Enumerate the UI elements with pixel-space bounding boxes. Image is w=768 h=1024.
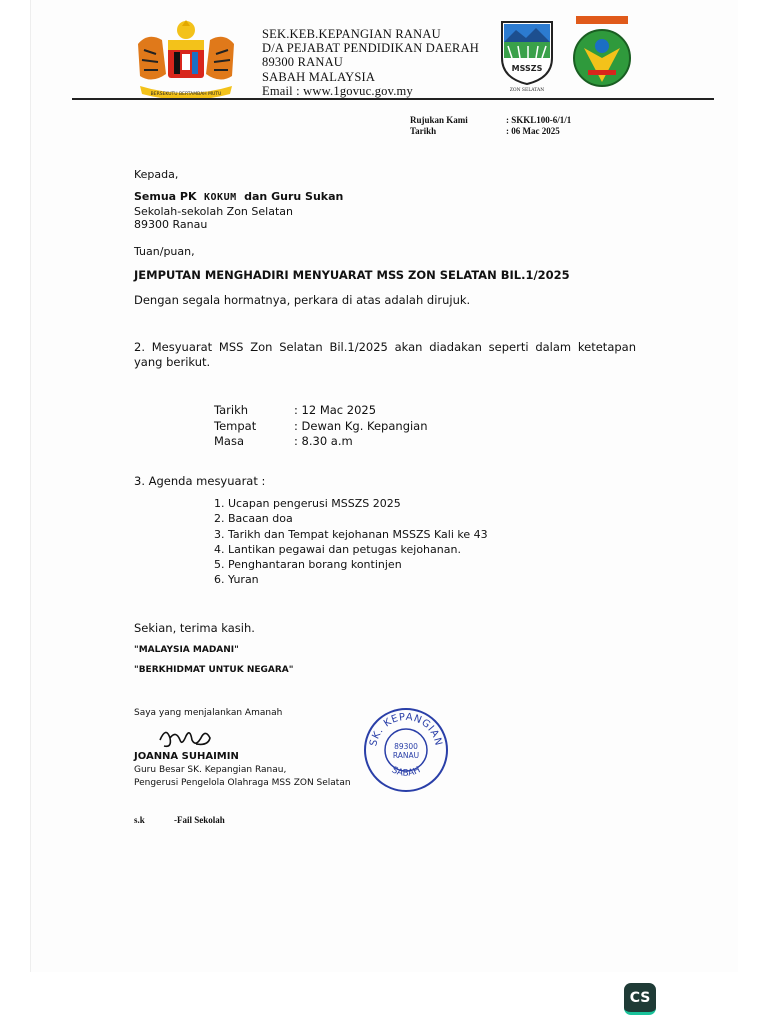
closing-text: Sekian, terima kasih.	[134, 621, 255, 635]
header-line-3: 89300 RANAU	[262, 55, 344, 70]
coat-of-arms-logo	[130, 14, 242, 104]
stamp-bottom-text: SABAH	[389, 765, 423, 779]
letter-title: JEMPUTAN MENGHADIRI MENYUARAT MSS ZON SELATAN BIL.1/2025	[134, 268, 570, 282]
sk-value: -Fail Sekolah	[174, 815, 225, 825]
reference-block	[410, 115, 571, 136]
msszs-logo-label: MSSZS	[511, 64, 543, 73]
address-line-2: Sekolah-sekolah Zon Selatan	[134, 204, 293, 218]
agenda-item: 4. Lantikan pegawai dan petugas kejohanan.	[214, 542, 461, 556]
msszs-shield-logo	[498, 18, 556, 94]
school-header	[262, 27, 479, 98]
school-stamp	[362, 706, 450, 794]
addressee-suffix: dan Guru Sukan	[244, 190, 344, 203]
stamp-top-text: SK. KEPANGIAN	[368, 711, 444, 748]
coat-of-arms-motto: BERSEKUTU BERTAMBAH MUTU	[150, 92, 222, 97]
addressee-handwritten: KOKUM	[204, 192, 237, 203]
sk-label: s.k	[134, 815, 145, 825]
salutation: Tuan/puan,	[134, 245, 195, 258]
detail-value: : Dewan Kg. Kepangian	[294, 418, 428, 433]
msszs-logo-caption: ZON SELATAN	[509, 88, 545, 93]
signer-name: JOANNA SUHAIMIN	[134, 751, 239, 762]
amanah-text: Saya yang menjalankan Amanah	[134, 708, 283, 718]
address-line-3: 89300 Ranau	[134, 218, 208, 232]
school-crest-logo	[570, 14, 634, 92]
rujukan-label: Rujukan Kami	[410, 115, 468, 125]
meeting-details	[214, 403, 428, 450]
agenda-item: 5. Penghantaran borang kontinjen	[214, 558, 402, 572]
camscanner-badge[interactable]: CS	[624, 983, 656, 1015]
signer-role-1: Guru Besar SK. Kepangian Ranau,	[134, 765, 287, 775]
header-line-4: SABAH MALAYSIA	[262, 69, 376, 84]
signer-role-2: Pengerusi Pengelola Olahraga MSS ZON Selatan	[134, 778, 351, 788]
detail-label: Masa	[214, 434, 245, 448]
rujukan-value: : SKKL100-6/1/1	[506, 115, 572, 125]
detail-label: Tarikh	[214, 403, 249, 417]
intro-text: Dengan segala hormatnya, perkara di atas adalah dirujuk.	[134, 293, 471, 307]
detail-value: : 8.30 a.m	[294, 434, 353, 448]
detail-label: Tempat	[214, 418, 257, 433]
detail-value: : 12 Mac 2025	[294, 403, 377, 417]
paragraph-2: 2. Mesyuarat MSS Zon Selatan Bil.1/2025 akan diadakan seperti dalam ketetapan yang berikut.	[134, 340, 636, 369]
header-line-2: D/A PEJABAT PENDIDIKAN DAERAH	[262, 41, 480, 56]
agenda-item: 1. Ucapan pengerusi MSSZS 2025	[214, 497, 401, 510]
agenda-item: 2. Bacaan doa	[214, 512, 293, 526]
agenda-heading: 3. Agenda mesyuarat :	[134, 474, 266, 488]
stamp-postcode: 89300	[394, 742, 418, 751]
kepada: Kepada,	[134, 168, 179, 181]
addressee-prefix: Semua PK	[134, 190, 197, 203]
agenda-item: 6. Yuran	[214, 573, 259, 587]
tarikh-label: Tarikh	[410, 125, 437, 136]
tarikh-value: : 06 Mac 2025	[506, 125, 560, 136]
agenda-item: 3. Tarikh dan Tempat kejohanan MSSZS Kali ke 43	[214, 527, 488, 541]
agenda-list	[214, 496, 488, 588]
header-line-1: SEK.KEB.KEPANGIAN RANAU	[262, 27, 441, 41]
header-email: Email : www.1govuc.gov.my	[262, 83, 413, 98]
motto-malaysia-madani: "MALAYSIA MADANI"	[134, 645, 239, 655]
stamp-town: RANAU	[392, 751, 420, 760]
motto-berkhidmat: "BERKHIDMAT UNTUK NEGARA"	[134, 665, 294, 675]
addressee-block	[134, 190, 343, 232]
signature	[156, 724, 214, 752]
svg-text:SABAH	[390, 765, 422, 779]
header-divider	[72, 98, 714, 100]
